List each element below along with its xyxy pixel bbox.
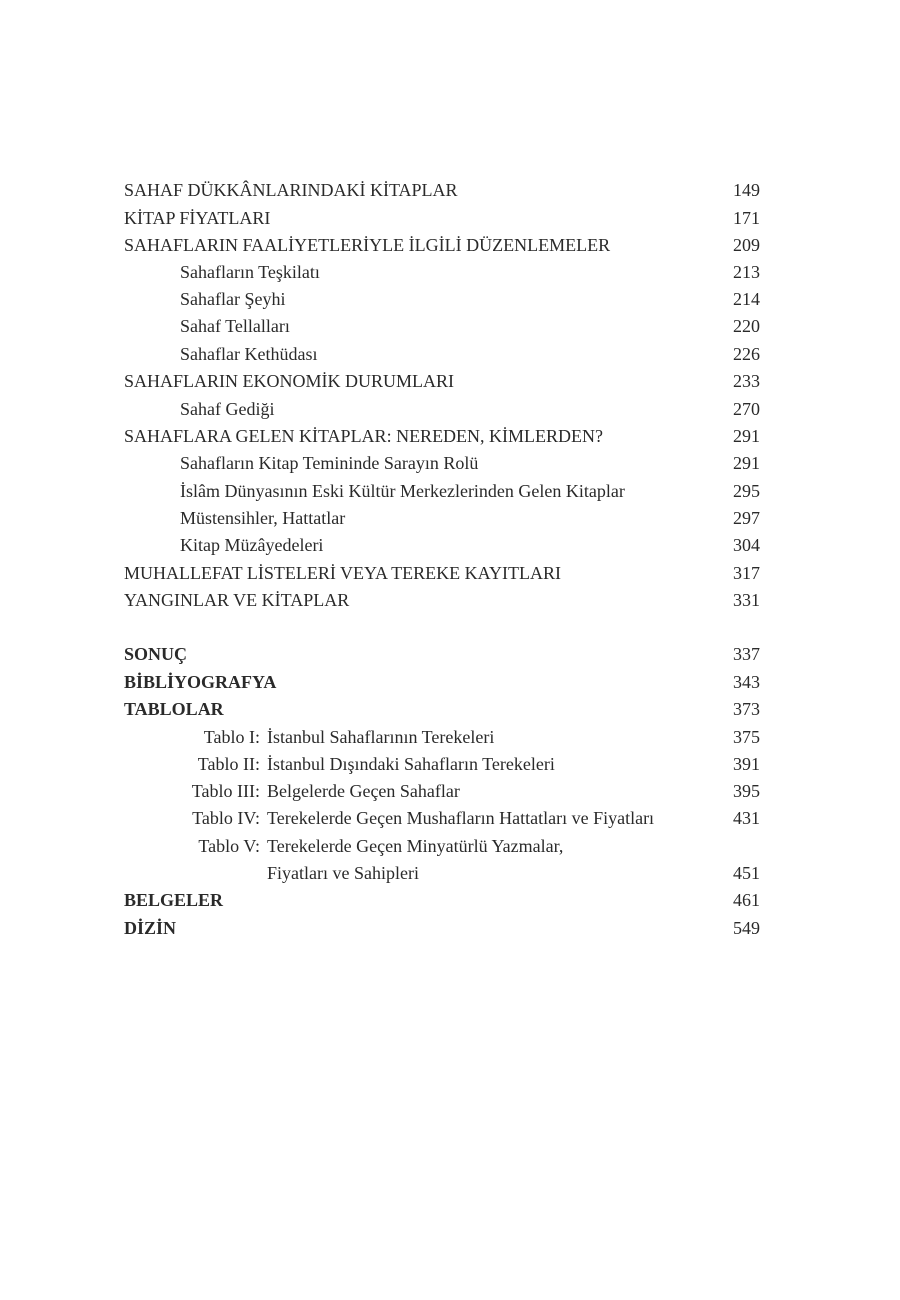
table-label: Tablo IV:	[192, 808, 260, 828]
toc-section-entry	[124, 697, 760, 721]
toc-section-entry	[124, 916, 760, 940]
toc-entry-title: Sahaf Tellalları	[180, 316, 290, 336]
table-title: İstanbul Dışındaki Sahafların Terekeleri	[267, 754, 555, 774]
toc-entry-page: 431	[733, 808, 760, 828]
table-title-continued: Fiyatları ve Sahipleri	[267, 863, 419, 883]
toc-entry-page: 549	[733, 918, 760, 938]
toc-subentry	[124, 397, 760, 421]
toc-entry-page: 291	[733, 453, 760, 473]
toc-entry	[124, 561, 760, 585]
table-label: Tablo I:	[203, 727, 260, 747]
toc-entry	[124, 369, 760, 393]
toc-entry	[124, 233, 760, 257]
toc-entry-page: 331	[733, 590, 760, 610]
toc-entry-page: 304	[733, 535, 760, 555]
table-label: Tablo II:	[197, 754, 260, 774]
toc-entry-page: 375	[733, 727, 760, 747]
table-label: Tablo V:	[198, 836, 260, 856]
toc-entry-page: 209	[733, 235, 760, 255]
toc-subentry	[124, 479, 760, 503]
toc-entry-title: SAHAFLARIN EKONOMİK DURUMLARI	[124, 371, 455, 391]
toc-table-entry	[124, 806, 760, 830]
toc-entry-title: Müstensihler, Hattatlar	[180, 508, 346, 528]
toc-table-entry	[124, 752, 760, 776]
toc-section-entry	[124, 888, 760, 912]
toc-table-entry-continued	[124, 861, 760, 885]
toc-entry-title: BELGELER	[124, 890, 224, 910]
toc-entry-title: Sahafların Teşkilatı	[180, 262, 320, 282]
toc-subentry	[124, 287, 760, 311]
toc-table-entry	[124, 834, 760, 858]
toc-entry-page: 171	[733, 208, 760, 228]
toc-entry	[124, 178, 760, 202]
toc-entry-title: KİTAP FİYATLARI	[124, 208, 271, 228]
table-title: Terekelerde Geçen Mushafların Hattatları ve Fiyatları	[267, 808, 655, 828]
toc-entry-title: SONUÇ	[124, 644, 188, 664]
toc-entry-page: 451	[733, 863, 760, 883]
toc-entry-title: MUHALLEFAT LİSTELERİ VEYA TEREKE KAYITLARI	[124, 563, 561, 583]
toc-entry-title: SAHAFLARA GELEN KİTAPLAR: NEREDEN, KİMLERDEN?	[124, 426, 604, 446]
table-label: Tablo III:	[191, 781, 260, 801]
toc-entry-page: 295	[733, 481, 760, 501]
toc-subentry	[124, 342, 760, 366]
toc-entry	[124, 588, 760, 612]
toc-entry-title: Sahaflar Şeyhi	[180, 289, 286, 309]
toc-entry-page: 233	[733, 371, 760, 391]
toc-entry-page: 213	[733, 262, 760, 282]
toc-entry-title: YANGINLAR VE KİTAPLAR	[124, 590, 350, 610]
toc-entry-page: 226	[733, 344, 760, 364]
toc-entry-title: İslâm Dünyasının Eski Kültür Merkezlerinden Gelen Kitaplar	[180, 481, 625, 501]
toc-entry-title: SAHAFLARIN FAALİYETLERİYLE İLGİLİ DÜZENLEMELER	[124, 235, 611, 255]
toc-section-entry	[124, 642, 760, 666]
toc-entry-page: 317	[733, 563, 760, 583]
toc-entry-title: TABLOLAR	[124, 699, 224, 719]
toc-entry-title: BİBLİYOGRAFYA	[124, 672, 277, 692]
table-title: Terekelerde Geçen Minyatürlü Yazmalar,	[267, 836, 564, 856]
toc-table-entry	[124, 779, 760, 803]
toc-entry-page: 343	[733, 672, 760, 692]
toc-entry	[124, 424, 760, 448]
toc-entry-page: 270	[733, 399, 760, 419]
table-title: Belgelerde Geçen Sahaflar	[267, 781, 460, 801]
table-title: İstanbul Sahaflarının Terekeleri	[267, 727, 495, 747]
toc-section-entry	[124, 670, 760, 694]
toc-entry-title: Sahafların Kitap Temininde Sarayın Rolü	[180, 453, 479, 473]
toc-subentry	[124, 506, 760, 530]
toc-entry-page: 149	[733, 180, 760, 200]
toc-entry-page: 337	[733, 644, 760, 664]
toc-entry-page: 297	[733, 508, 760, 528]
toc-entry-page: 214	[733, 289, 760, 309]
toc-subentry	[124, 451, 760, 475]
toc-entry-page: 391	[733, 754, 760, 774]
toc-entry	[124, 206, 760, 230]
toc-entry-page: 291	[733, 426, 760, 446]
toc-entry-title: SAHAF DÜKKÂNLARINDAKİ KİTAPLAR	[124, 180, 458, 200]
toc-entry-title: DİZİN	[124, 918, 177, 938]
toc-subentry	[124, 260, 760, 284]
toc-entry-page: 373	[733, 699, 760, 719]
toc-entry-page: 461	[733, 890, 760, 910]
toc-subentry	[124, 314, 760, 338]
toc-table-entry	[124, 725, 760, 749]
toc-entry-page: 220	[733, 316, 760, 336]
toc-entry-title: Sahaf Gediği	[180, 399, 275, 419]
toc-entry-title: Kitap Müzâyedeleri	[180, 535, 324, 555]
toc-entry-title: Sahaflar Kethüdası	[180, 344, 318, 364]
toc-subentry	[124, 533, 760, 557]
toc-entry-page: 395	[733, 781, 760, 801]
